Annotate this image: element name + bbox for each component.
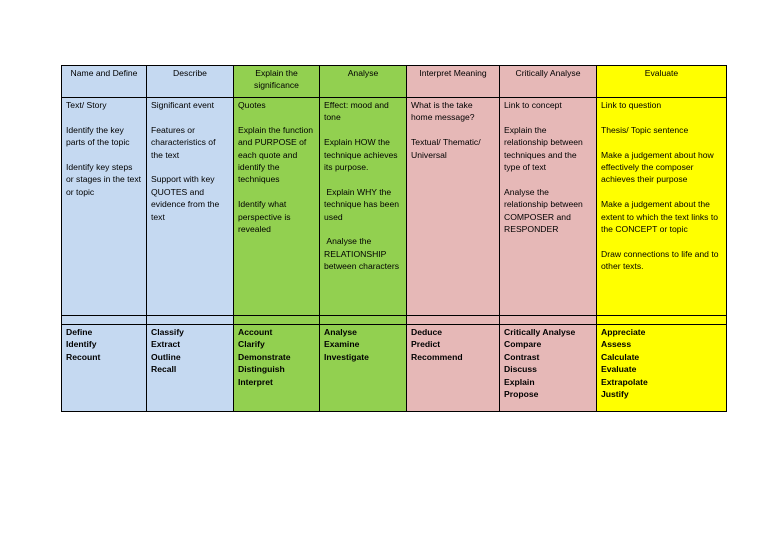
- verb: Contrast: [504, 351, 540, 362]
- verbs-cell: [597, 325, 727, 412]
- description-cell: [234, 98, 320, 316]
- cell-line: Textual/ Thematic/ Universal: [411, 137, 483, 160]
- verb: Define: [66, 327, 93, 337]
- description-cell: [500, 98, 597, 316]
- spacer-cell: [62, 316, 147, 325]
- verb: Outline: [151, 351, 181, 362]
- cell-line: Quotes: [238, 100, 266, 110]
- description-cell: [320, 98, 407, 316]
- cell-line: [324, 124, 402, 136]
- cell-line: Identify what perspective is revealed: [238, 199, 293, 235]
- cell-line: [151, 111, 229, 123]
- cell-line: Identify the key parts of the topic: [66, 124, 130, 148]
- cell-line: Explain the function and PURPOSE of each quote and identify the techniques: [238, 124, 316, 185]
- cell-line: [151, 161, 229, 173]
- cell-line: Make a judgement about how effectively the composer achieves their purpose: [601, 149, 717, 185]
- verb: Evaluate: [601, 364, 637, 375]
- thinking-verbs-table: [61, 65, 727, 412]
- cell-line: Features or characteristics of the text: [151, 124, 218, 160]
- description-cell: [147, 98, 234, 316]
- header-cell: Interpret Meaning: [407, 66, 500, 98]
- cell-line: What is the take home message?: [411, 100, 476, 123]
- header-cell: Explain the significance: [234, 66, 320, 98]
- cell-line: [504, 111, 592, 123]
- description-row: [62, 98, 727, 316]
- verbs-cell: [320, 325, 407, 412]
- cell-line: Effect: mood and tone: [324, 100, 392, 123]
- cell-line: Analyse the relationship between COMPOSER and RESPONDER: [504, 186, 586, 235]
- verb: Investigate: [324, 351, 369, 362]
- verb: Extract: [151, 339, 181, 350]
- verbs-cell: [147, 325, 234, 412]
- cell-line: Significant event: [151, 100, 215, 110]
- cell-line: [601, 186, 722, 198]
- cell-line: Identify key steps or stages in the text or topic: [66, 162, 144, 197]
- header-row: [62, 66, 727, 98]
- cell-line: Draw connections to life and to other texts.: [601, 248, 721, 272]
- cell-line: [411, 124, 495, 136]
- cell-line: [601, 136, 722, 148]
- cell-line: Explain HOW the technique achieves its purpose.: [324, 137, 400, 173]
- verb: Analyse: [324, 327, 357, 337]
- verbs-cell: [234, 325, 320, 412]
- header-cell: Critically Analyse: [500, 66, 597, 98]
- cell-line: Link to concept: [504, 100, 562, 110]
- verb: Distinguish: [238, 364, 285, 375]
- cell-line: [601, 111, 722, 123]
- cell-line: Support with key QUOTES and evidence from the text: [151, 174, 222, 222]
- verb: Extrapolate: [601, 376, 648, 387]
- cell-line: [238, 111, 315, 123]
- verbs-cell: [407, 325, 500, 412]
- spacer-cell: [407, 316, 500, 325]
- verb: Demonstrate: [238, 351, 291, 362]
- cell-line: Thesis/ Topic sentence: [601, 124, 689, 135]
- cell-line: Analyse the RELATIONSHIP between characters: [324, 236, 399, 272]
- cell-line: Explain WHY the technique has been used: [324, 186, 402, 222]
- verbs-cell: [500, 325, 597, 412]
- header-cell: Evaluate: [597, 66, 727, 98]
- spacer-row: [62, 316, 727, 325]
- cell-line: [601, 235, 722, 247]
- header-cell: Describe: [147, 66, 234, 98]
- header-cell: Name and Define: [62, 66, 147, 98]
- header-cell: Analyse: [320, 66, 407, 98]
- description-cell: [62, 98, 147, 316]
- verb: Identify: [66, 339, 97, 350]
- verb: Recall: [151, 364, 177, 375]
- verb: Critically Analyse: [504, 327, 576, 337]
- cell-line: [504, 173, 592, 185]
- cell-line: Make a judgement about the extent to which the text links to the CONCEPT or topic: [601, 199, 721, 235]
- cell-line: Link to question: [601, 100, 662, 110]
- verb: Appreciate: [601, 327, 646, 337]
- spacer-cell: [320, 316, 407, 325]
- verb: Propose: [504, 389, 539, 400]
- verb: Deduce: [411, 327, 443, 337]
- spacer-cell: [597, 316, 727, 325]
- cell-line: [238, 186, 315, 198]
- verb: Predict: [411, 339, 441, 350]
- cell-line: Explain the relationship between techniques and the type of text: [504, 124, 586, 173]
- cell-line: Text/ Story: [66, 100, 107, 110]
- verb: Clarify: [238, 339, 265, 350]
- spacer-cell: [500, 316, 597, 325]
- verbs-cell: [62, 325, 147, 412]
- verb: Calculate: [601, 351, 640, 362]
- cell-line: [324, 173, 402, 185]
- description-cell: [597, 98, 727, 316]
- verbs-row: [62, 325, 727, 412]
- verb: Recommend: [411, 351, 463, 362]
- spacer-cell: [147, 316, 234, 325]
- cell-line: [324, 223, 402, 235]
- verb: Classify: [151, 327, 184, 337]
- spacer-cell: [234, 316, 320, 325]
- verb: Interpret: [238, 376, 273, 387]
- cell-line: [66, 149, 142, 161]
- verb: Examine: [324, 339, 360, 350]
- verb: Explain: [504, 376, 535, 387]
- verb: Discuss: [504, 364, 537, 375]
- cell-line: [66, 111, 142, 123]
- verb: Account: [238, 327, 273, 337]
- verb: Assess: [601, 339, 632, 350]
- description-cell: [407, 98, 500, 316]
- verb: Recount: [66, 351, 101, 362]
- verb: Justify: [601, 389, 629, 400]
- verb: Compare: [504, 339, 542, 350]
